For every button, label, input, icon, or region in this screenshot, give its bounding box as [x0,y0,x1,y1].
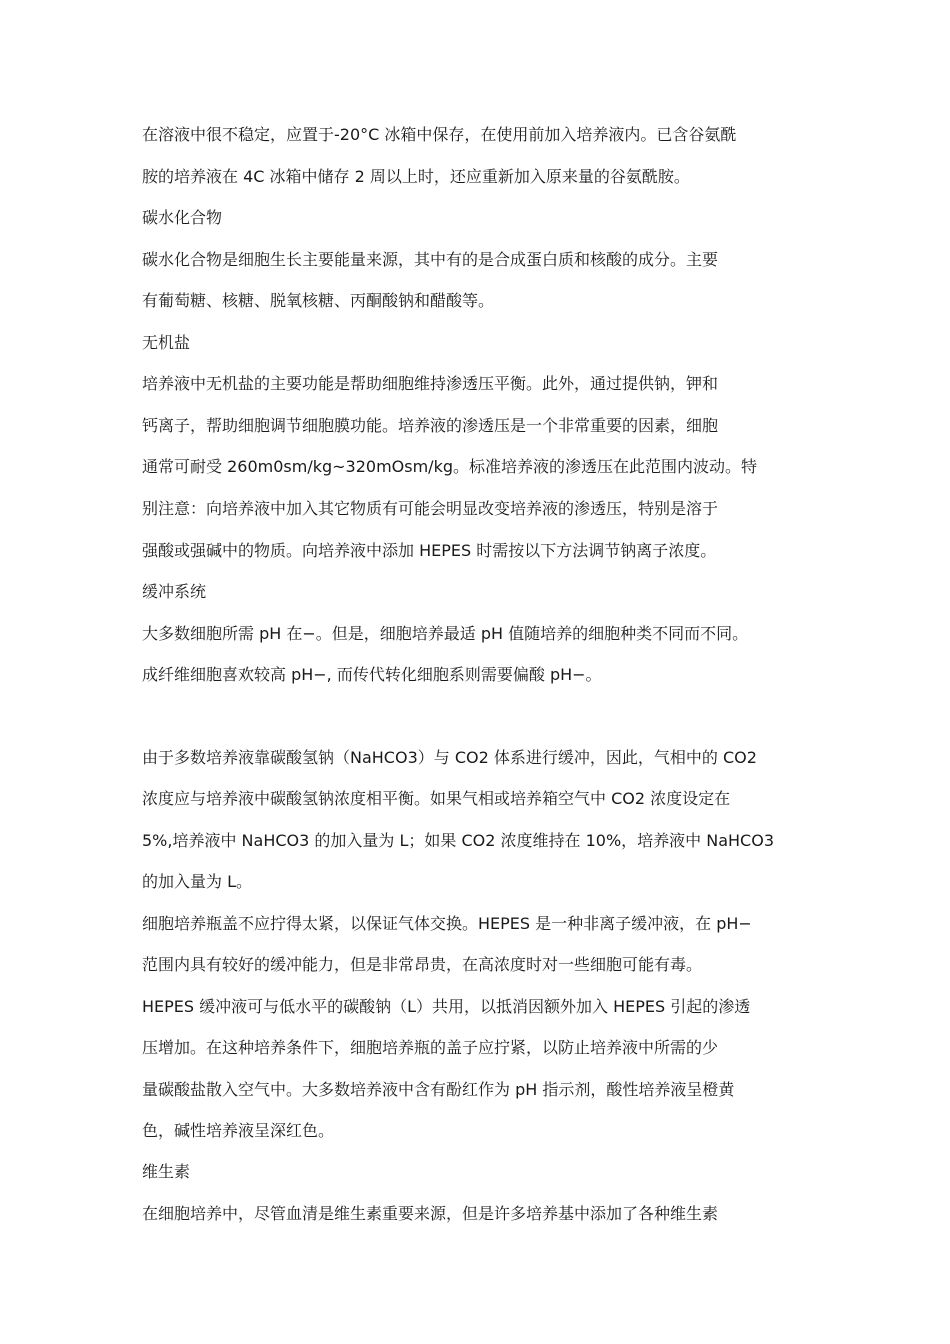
text-line: 色，碱性培养液呈深红色。 [142,1121,335,1140]
text-line: 量碳酸盐散入空气中。大多数培养液中含有酚红作为 pH 指示剂，酸性培养液呈橙黄 [142,1080,735,1099]
text-line: 由于多数培养液靠碳酸氢钠（NaHCO3）与 CO2 体系进行缓冲，因此，气相中的 CO2 [142,748,757,767]
text-line: 强酸或强碱中的物质。向培养液中添加 HEPES 时需按以下方法调节钠离子浓度。 [142,541,717,560]
text-line: 的加入量为 L。 [142,872,253,891]
section-heading-inorganic-salts: 无机盐 [142,333,191,352]
text-line: 通常可耐受 260m0sm/kg~320mOsm/kg。标准培养液的渗透压在此范围内波动。特 [142,457,757,476]
text-line: 有葡萄糖、核糖、脱氧核糖、丙酮酸钠和醋酸等。 [142,291,495,310]
text-line: HEPES 缓冲液可与低水平的碳酸钠（L）共用，以抵消因额外加入 HEPES 引起的渗透 [142,997,751,1016]
text-line: 浓度应与培养液中碳酸氢钠浓度相平衡。如果气相或培养箱空气中 CO2 浓度设定在 [142,789,731,808]
text-line: 细胞培养瓶盖不应拧得太紧，以保证气体交换。HEPES 是一种非离子缓冲液，在 pH− [142,914,752,933]
section-heading-carbohydrates: 碳水化合物 [142,208,223,227]
text-line: 成纤维细胞喜欢较高 pH−, 而传代转化细胞系则需要偏酸 pH−。 [142,665,602,684]
text-line: 别注意：向培养液中加入其它物质有可能会明显改变培养液的渗透压，特别是溶于 [142,499,719,518]
text-line: 大多数细胞所需 pH 在−。但是，细胞培养最适 pH 值随培养的细胞种类不同而不同。 [142,624,749,643]
text-line: 范围内具有较好的缓冲能力，但是非常昂贵，在高浓度时对一些细胞可能有毒。 [142,955,703,974]
text-line: 在细胞培养中，尽管血清是维生素重要来源，但是许多培养基中添加了各种维生素 [142,1204,719,1223]
section-heading-buffer-system: 缓冲系统 [142,582,207,601]
text-line: 碳水化合物是细胞生长主要能量来源，其中有的是合成蛋白质和核酸的成分。主要 [142,250,719,269]
section-heading-vitamins: 维生素 [142,1162,191,1181]
text-line: 胺的培养液在 4C 冰箱中储存 2 周以上时，还应重新加入原来量的谷氨酰胺。 [142,167,690,186]
text-line: 钙离子，帮助细胞调节细胞膜功能。培养液的渗透压是一个非常重要的因素，细胞 [142,416,719,435]
text-line: 培养液中无机盐的主要功能是帮助细胞维持渗透压平衡。此外，通过提供钠，钾和 [142,374,719,393]
text-line: 在溶液中很不稳定，应置于-20°C 冰箱中保存，在使用前加入培养液内。已含谷氨酰 [142,125,737,144]
text-line: 压增加。在这种培养条件下，细胞培养瓶的盖子应拧紧，以防止培养液中所需的少 [142,1038,719,1057]
text-line: 5%,培养液中 NaHCO3 的加入量为 L；如果 CO2 浓度维持在 10%，培养液中 NaHCO3 [142,831,774,850]
